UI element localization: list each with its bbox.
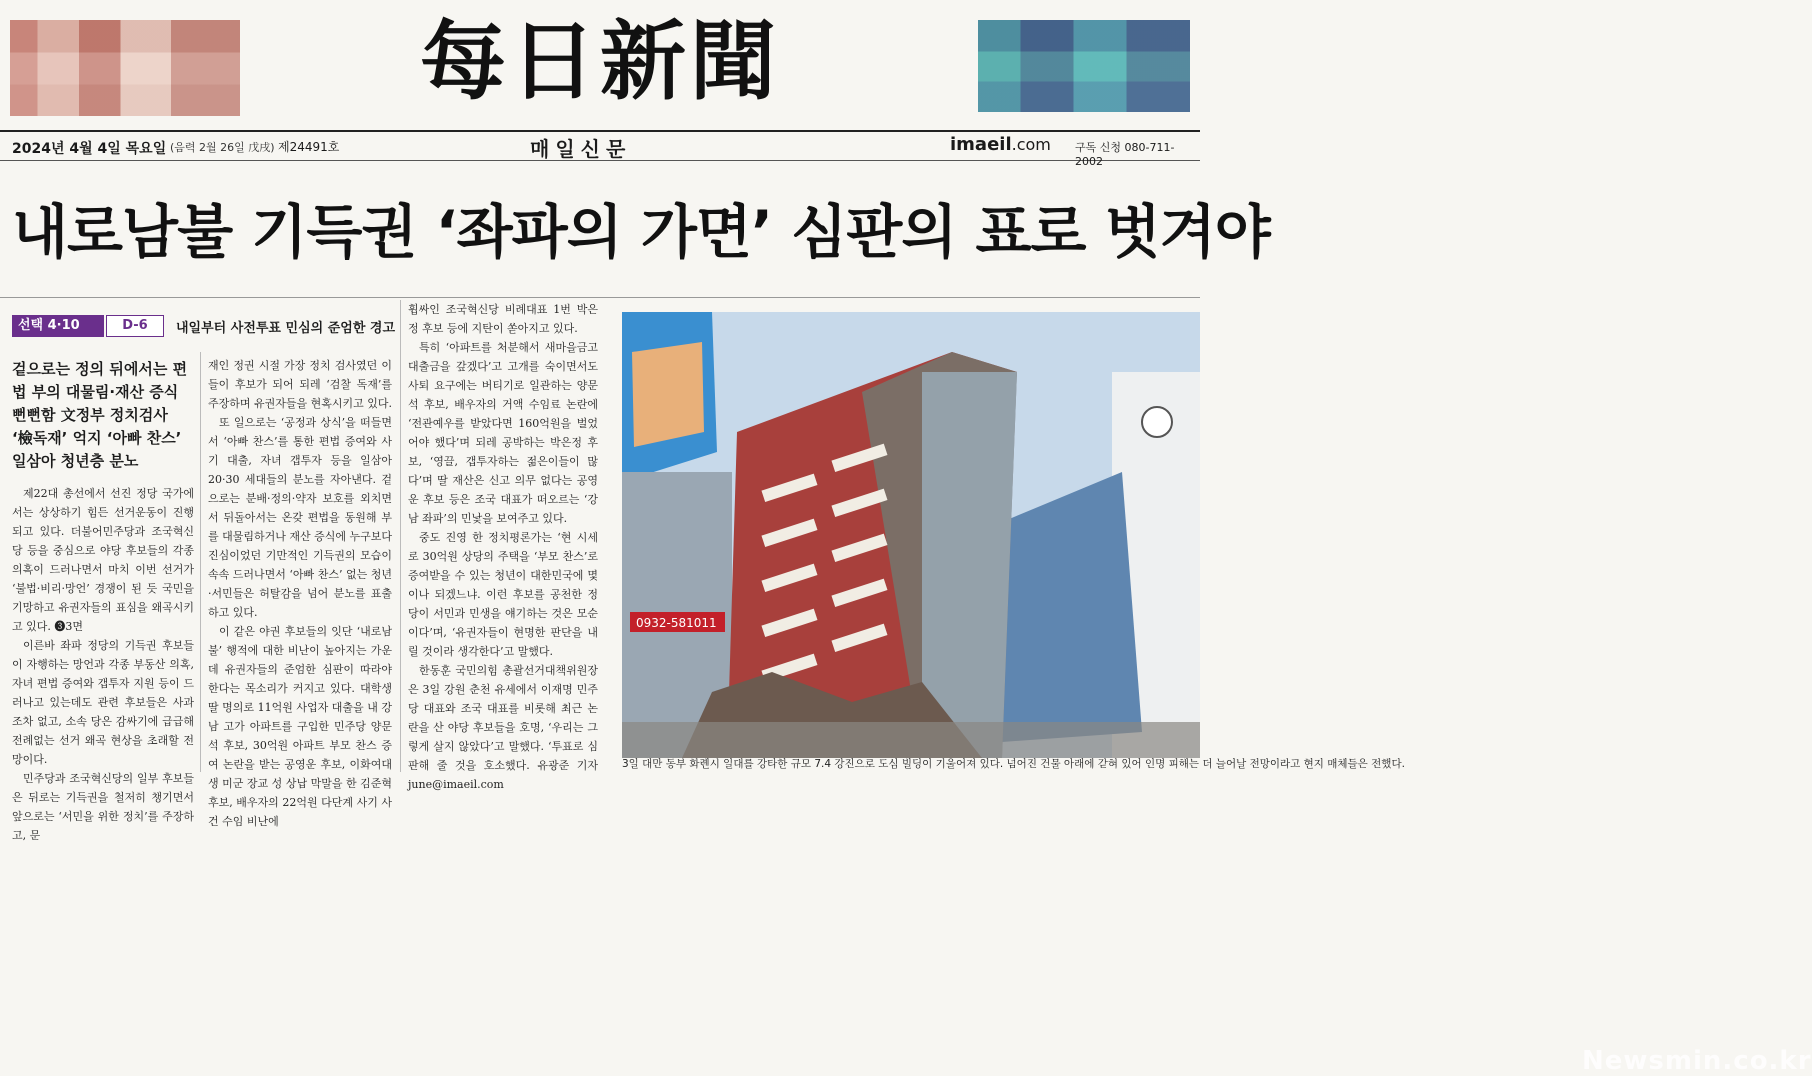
paragraph: 이른바 좌파 정당의 기득권 후보들이 자행하는 망언과 각종 부동산 의혹, 자녀 편법 증여와 갭투자 지원 등이 드러나고 있는데도 관련 후보들은 사과조차 없고, 소속 당은 감싸기에 급급해 전례없는 선거 왜곡 현상을 초래할 전망이다. bbox=[12, 639, 194, 766]
issue-number: 제24491호 bbox=[278, 140, 340, 154]
photo-caption: 3일 대만 동부 화롄시 일대를 강타한 규모 7.4 강진으로 도심 빌딩이 기울어져 있다. 넘어진 건물 아래에 갇혀 있어 인명 피해는 더 늘어날 전망이라고 현지 매체들은 전했다. bbox=[622, 758, 1405, 770]
article-column-2 bbox=[208, 356, 392, 831]
paragraph: 민주당과 조국혁신당의 일부 후보들은 뒤로는 기득권을 철저히 챙기면서 앞으로는 ‘서민을 위한 정치’를 주장하고, 문 bbox=[12, 772, 194, 842]
advertisement-left[interactable] bbox=[10, 20, 240, 116]
paragraph: 재인 정권 시절 가장 정치 검사였던 이들이 후보가 되어 되레 ‘검찰 독재’를 주장하며 유권자들을 현혹시키고 있다. bbox=[208, 359, 393, 410]
election-section-tag bbox=[12, 315, 104, 337]
website-name: imaeil bbox=[950, 134, 1012, 155]
article-column-1 bbox=[12, 484, 194, 845]
section-subtitle: 내일부터 사전투표 민심의 준엄한 경고 bbox=[176, 321, 396, 336]
website-link[interactable] bbox=[950, 134, 1051, 155]
lunar-date: (음력 2월 26일 戊戌) bbox=[170, 141, 275, 154]
advertisement-right[interactable] bbox=[978, 20, 1190, 112]
divider bbox=[0, 297, 1200, 298]
column-divider bbox=[400, 300, 401, 772]
article-column-3 bbox=[408, 300, 598, 794]
paragraph: 휩싸인 조국혁신당 비례대표 1번 박은정 후보 등에 지탄이 쏟아지고 있다. bbox=[408, 303, 598, 335]
main-headline[interactable]: 내로남불 기득권 ‘좌파의 가면’ 심판의 표로 벗겨야 bbox=[12, 198, 1270, 266]
issue-date: 2024년 4월 4일 목요일 bbox=[12, 141, 167, 157]
dday-badge: D-6 bbox=[106, 315, 164, 337]
paragraph: 또 일으로는 ‘공정과 상식’을 떠들면서 ‘아빠 찬스’를 통한 편법 증여와 사기 대출, 자녀 갭투자 등을 일삼아 20·30 세대들의 분노를 자아낸다. 겉으로는 분배·정의·약자 보호를 외치면서 뒤돌아서는 온갖 편법을 동원해 부를 대물림하거나 재산 증식에 누구보다 진심이었던 기만적인 기득권의 모습이 속속 드러나면서 ‘아빠 찬스’ 없는 청년·서민들은 허탈감을 넘어 분노를 표출하고 있다. bbox=[208, 416, 393, 619]
hangul-paper-name: 매일신문 bbox=[530, 137, 632, 161]
column-divider bbox=[200, 352, 201, 772]
paragraph: 중도 진영 한 정치평론가는 ‘현 시세로 30억원 상당의 주택을 ‘부모 찬스’로 증여받을 수 있는 청년이 대한민국에 몇이나 되겠느냐. 이런 후보를 공천한 정당이 서민과 민생을 얘기하는 것은 모순이다’며, ‘유권자들이 현명한 판단을 내릴 것이라 생각한다’고 말했다. bbox=[408, 531, 598, 658]
shop-sign-text: 0932-581011 bbox=[636, 616, 717, 630]
paragraph: 특히 ‘아파트를 처분해서 새마을금고 대출금을 갚겠다’고 고개를 숙이면서도 사퇴 요구에는 버티기로 일관하는 양문석 후보, 배우자의 거액 수임료 논란에 ‘전관예우를 받았다면 160억원을 벌었어야 했다’며 되레 공박하는 박은정 후보, ‘영끌, 갭투자하는 젊은이들이 많다’며 딸 재산은 신고 의무 없다는 공영운 후보 등은 조국 대표가 떠오르는 ‘강남 좌파’의 민낯을 보여주고 있다. bbox=[408, 341, 598, 525]
dateline-bar bbox=[0, 130, 1200, 168]
photo-illustration bbox=[622, 312, 1200, 758]
watermark: Newsmin.co.kr bbox=[1582, 1046, 1812, 1076]
website-tld: .com bbox=[1011, 135, 1051, 154]
newspaper-masthead: 每日新聞 bbox=[420, 11, 780, 112]
section-tag-label: 선택 4·10 bbox=[18, 318, 80, 333]
article-subhead: 겉으로는 정의 뒤에서는 편법 부의 대물림·재산 증식 뻔뻔함 文정부 정치검사 ‘檢독재’ 억지 ‘아빠 찬스’ 일삼아 청년층 분노 bbox=[12, 360, 188, 470]
paragraph: 이 같은 야권 후보들의 잇단 ‘내로남불’ 행적에 대한 비난이 높아지는 가운데 유권자들의 준엄한 심판이 따라야 한다는 목소리가 커지고 있다. 대학생 딸 명의로 11억원 사업자 대출을 내 강남 고가 아파트를 구입한 민주당 양문석 후보, 30억원 아파트 부모 찬스 증여 논란을 받는 공영운 후보, 이화여대생 미군 장교 성 상납 막말을 한 김준혁 후보, 배우자의 22억원 다단계 사기 사건 수임 비난에 bbox=[208, 625, 392, 828]
paragraph: 한동훈 국민의힘 총괄선거대책위원장은 3일 강원 춘천 유세에서 이재명 민주당 대표와 조국 대표를 비롯해 최근 논란을 산 야당 후보들을 호명, ‘우리는 그렇게 살지 않았다’고 말했다. ‘투표로 심판해 줄 것을 호소했다. 유광준 기자 june@imaeil.com bbox=[408, 664, 598, 791]
subscription-info: 구독 신청 080-711-2002 bbox=[1075, 141, 1175, 168]
paragraph: 제22대 총선에서 선진 정당 국가에서는 상상하기 힘든 선거운동이 진행되고 있다. 더불어민주당과 조국혁신당 등을 중심으로 야당 후보들의 각종 의혹이 드러나면서 마치 이번 선거가 ‘불법·비리·망언’ 경쟁이 된 듯 국민을 기망하고 유권자들의 표심을 왜곡시키고 있다. ❸3면 bbox=[12, 487, 194, 633]
